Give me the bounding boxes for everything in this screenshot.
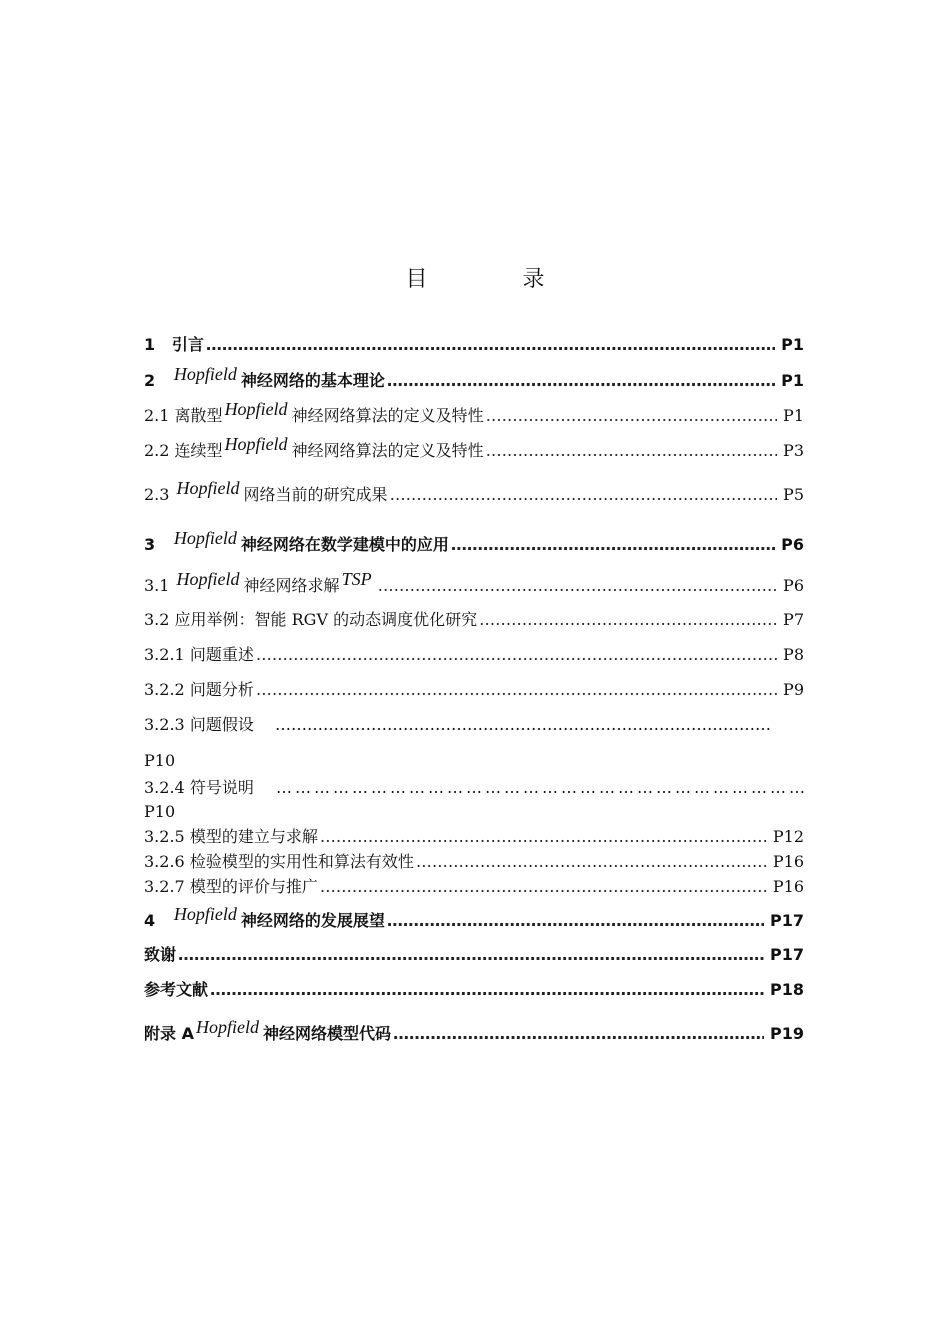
toc-entry-number: 3.2.3 xyxy=(144,715,185,734)
toc-entry-text xyxy=(144,849,414,875)
toc-entry-text xyxy=(144,402,484,428)
hopfield-term: Hopfield xyxy=(176,481,240,498)
dot-leader xyxy=(486,403,777,428)
tsp-term: TSP xyxy=(341,572,372,589)
toc-entry-page: P10 xyxy=(144,751,176,770)
toc-entry[interactable] xyxy=(144,907,804,933)
dot-leader xyxy=(486,438,777,463)
toc-entry-text xyxy=(144,874,318,900)
toc-entry-title-rest: 神经网络的发展展望 xyxy=(240,911,385,930)
toc-entry-page: P10 xyxy=(144,802,176,821)
toc-entry[interactable] xyxy=(144,607,804,633)
toc-entry-number: 1 xyxy=(144,335,156,354)
toc-entry-text xyxy=(144,607,477,633)
toc-entry-page: P9 xyxy=(783,680,804,699)
toc-entry-text xyxy=(144,824,318,850)
toc-entry-text xyxy=(144,642,254,668)
toc-entry-title-rest: 神经网络在数学建模中的应用 xyxy=(240,535,449,554)
dot-leader xyxy=(387,908,764,933)
toc-entry-title-rest: 神经网络算法的定义及特性 xyxy=(291,441,484,460)
dot-leader xyxy=(451,532,775,557)
dot-leader xyxy=(390,482,777,507)
toc-entry-text xyxy=(144,907,385,933)
toc-entry-title: 模型的建立与求解 xyxy=(189,827,318,846)
toc-entry-number: 2.1 xyxy=(144,406,170,425)
toc-entry-text xyxy=(144,572,376,598)
toc-entry[interactable] xyxy=(144,824,804,850)
dot-leader xyxy=(275,712,770,738)
toc-entry-page: P6 xyxy=(783,576,804,595)
dot-leader xyxy=(206,332,775,358)
toc-entry-text xyxy=(144,977,208,1003)
toc-entry-page: P16 xyxy=(772,877,804,896)
toc-entry-number: 2.2 xyxy=(144,441,170,460)
toc-entry-title: 问题重述 xyxy=(189,645,254,664)
toc-entry[interactable] xyxy=(144,367,804,393)
toc-entry-page: P1 xyxy=(781,371,804,390)
toc-entry-page: P17 xyxy=(770,911,804,930)
toc-entry-title: 问题假设 xyxy=(189,715,254,734)
dot-leader xyxy=(416,849,767,875)
toc-entry-text xyxy=(144,531,449,557)
toc-entry-page: P1 xyxy=(781,335,804,354)
hopfield-term: Hopfield xyxy=(173,907,237,924)
toc-entry-page: P17 xyxy=(770,945,804,964)
toc-entry-text xyxy=(144,712,254,738)
toc-entry-title: 问题分析 xyxy=(189,680,254,699)
toc-entry-text xyxy=(144,481,388,507)
dot-leader xyxy=(479,607,777,633)
dot-leader xyxy=(256,642,777,668)
toc-entry-page: P3 xyxy=(783,441,804,460)
toc-entry-title-rest: 神经网络算法的定义及特性 xyxy=(291,406,484,425)
toc-entry-number: 3.2.1 xyxy=(144,645,185,664)
dot-leader xyxy=(178,942,764,968)
toc-entry-text xyxy=(144,332,204,358)
toc-entry-page: P7 xyxy=(783,610,804,629)
toc-entry-title: 连续型 xyxy=(174,441,223,460)
toc-entry[interactable] xyxy=(144,1020,804,1046)
toc-entry[interactable] xyxy=(144,677,804,703)
dot-leader xyxy=(387,368,775,393)
dot-leader xyxy=(276,775,806,801)
dot-leader xyxy=(378,573,777,598)
toc-entry[interactable] xyxy=(144,874,804,900)
dot-leader xyxy=(210,977,764,1003)
toc-entry-title: 离散型 xyxy=(174,406,223,425)
toc-entry-number: 3.2.6 xyxy=(144,852,185,871)
toc-entry-number: 3.2.5 xyxy=(144,827,185,846)
toc-entry-number: 4 xyxy=(144,911,156,930)
toc-entry-title: 参考文献 xyxy=(144,980,209,999)
toc-entry-title: 检验模型的实用性和算法有效性 xyxy=(189,852,414,871)
toc-entry-title: 应用举例：智能 RGV 的动态调度优化研究 xyxy=(174,610,478,629)
hopfield-term: Hopfield xyxy=(195,1020,259,1037)
toc-entry-page: P12 xyxy=(772,827,804,846)
toc-entry-page: P16 xyxy=(772,852,804,871)
toc-entry-page: P5 xyxy=(783,485,804,504)
dot-leader xyxy=(320,874,767,900)
toc-entry[interactable] xyxy=(144,437,804,463)
toc-entry-page: P1 xyxy=(783,406,804,425)
toc-entry-title: 附录 A xyxy=(144,1024,194,1043)
toc-entry-page: P19 xyxy=(770,1024,804,1043)
toc-entry-title: 模型的评价与推广 xyxy=(189,877,318,896)
toc-entry[interactable] xyxy=(144,942,804,968)
page-title: 目 录 xyxy=(405,267,589,292)
toc-entry-page: P6 xyxy=(781,535,804,554)
hopfield-term: Hopfield xyxy=(224,402,288,419)
hopfield-term: Hopfield xyxy=(176,572,240,589)
toc-entry[interactable] xyxy=(144,481,804,507)
hopfield-term: Hopfield xyxy=(173,531,237,548)
toc-entry-page: P8 xyxy=(783,645,804,664)
toc-entry-title: 符号说明 xyxy=(189,778,254,797)
toc-entry[interactable] xyxy=(144,531,804,557)
toc-entry-title-rest: 网络当前的研究成果 xyxy=(243,485,388,504)
hopfield-term: Hopfield xyxy=(173,367,237,384)
toc-entry-title-rest: 神经网络的基本理论 xyxy=(240,371,385,390)
toc-entry-number: 2.3 xyxy=(144,485,170,504)
toc-entry-number: 2 xyxy=(144,371,156,390)
toc-entry-title: 引言 xyxy=(171,335,204,354)
toc-entry-number: 3.2.7 xyxy=(144,877,185,896)
toc-entry[interactable] xyxy=(144,572,804,598)
toc-entry-title: 致谢 xyxy=(144,945,177,964)
toc-entry-title-rest: 神经网络模型代码 xyxy=(262,1024,391,1043)
toc-entry-number: 3.2 xyxy=(144,610,170,629)
toc-entry-title-rest: 神经网络求解 xyxy=(243,576,340,595)
toc-entry-text xyxy=(144,437,484,463)
hopfield-term: Hopfield xyxy=(224,437,288,454)
toc-entry[interactable] xyxy=(144,849,804,875)
toc-entry-text xyxy=(144,775,254,801)
toc-entry-text xyxy=(144,677,254,703)
toc-entry-text xyxy=(144,1020,391,1046)
dot-leader xyxy=(256,677,777,703)
toc-entry-page: P18 xyxy=(770,980,804,999)
toc-entry-text xyxy=(144,367,385,393)
toc-entry[interactable] xyxy=(144,642,804,668)
toc-entry-text xyxy=(144,942,176,968)
toc-entry[interactable] xyxy=(144,977,804,1003)
dot-leader xyxy=(320,824,767,850)
toc-entry-number: 3.2.4 xyxy=(144,778,185,797)
dot-leader xyxy=(393,1021,764,1046)
toc-entry[interactable] xyxy=(144,402,804,428)
toc-entry[interactable] xyxy=(144,332,804,358)
toc-entry-number: 3.2.2 xyxy=(144,680,185,699)
toc-entry-number: 3.1 xyxy=(144,576,170,595)
toc-entry-number: 3 xyxy=(144,535,156,554)
